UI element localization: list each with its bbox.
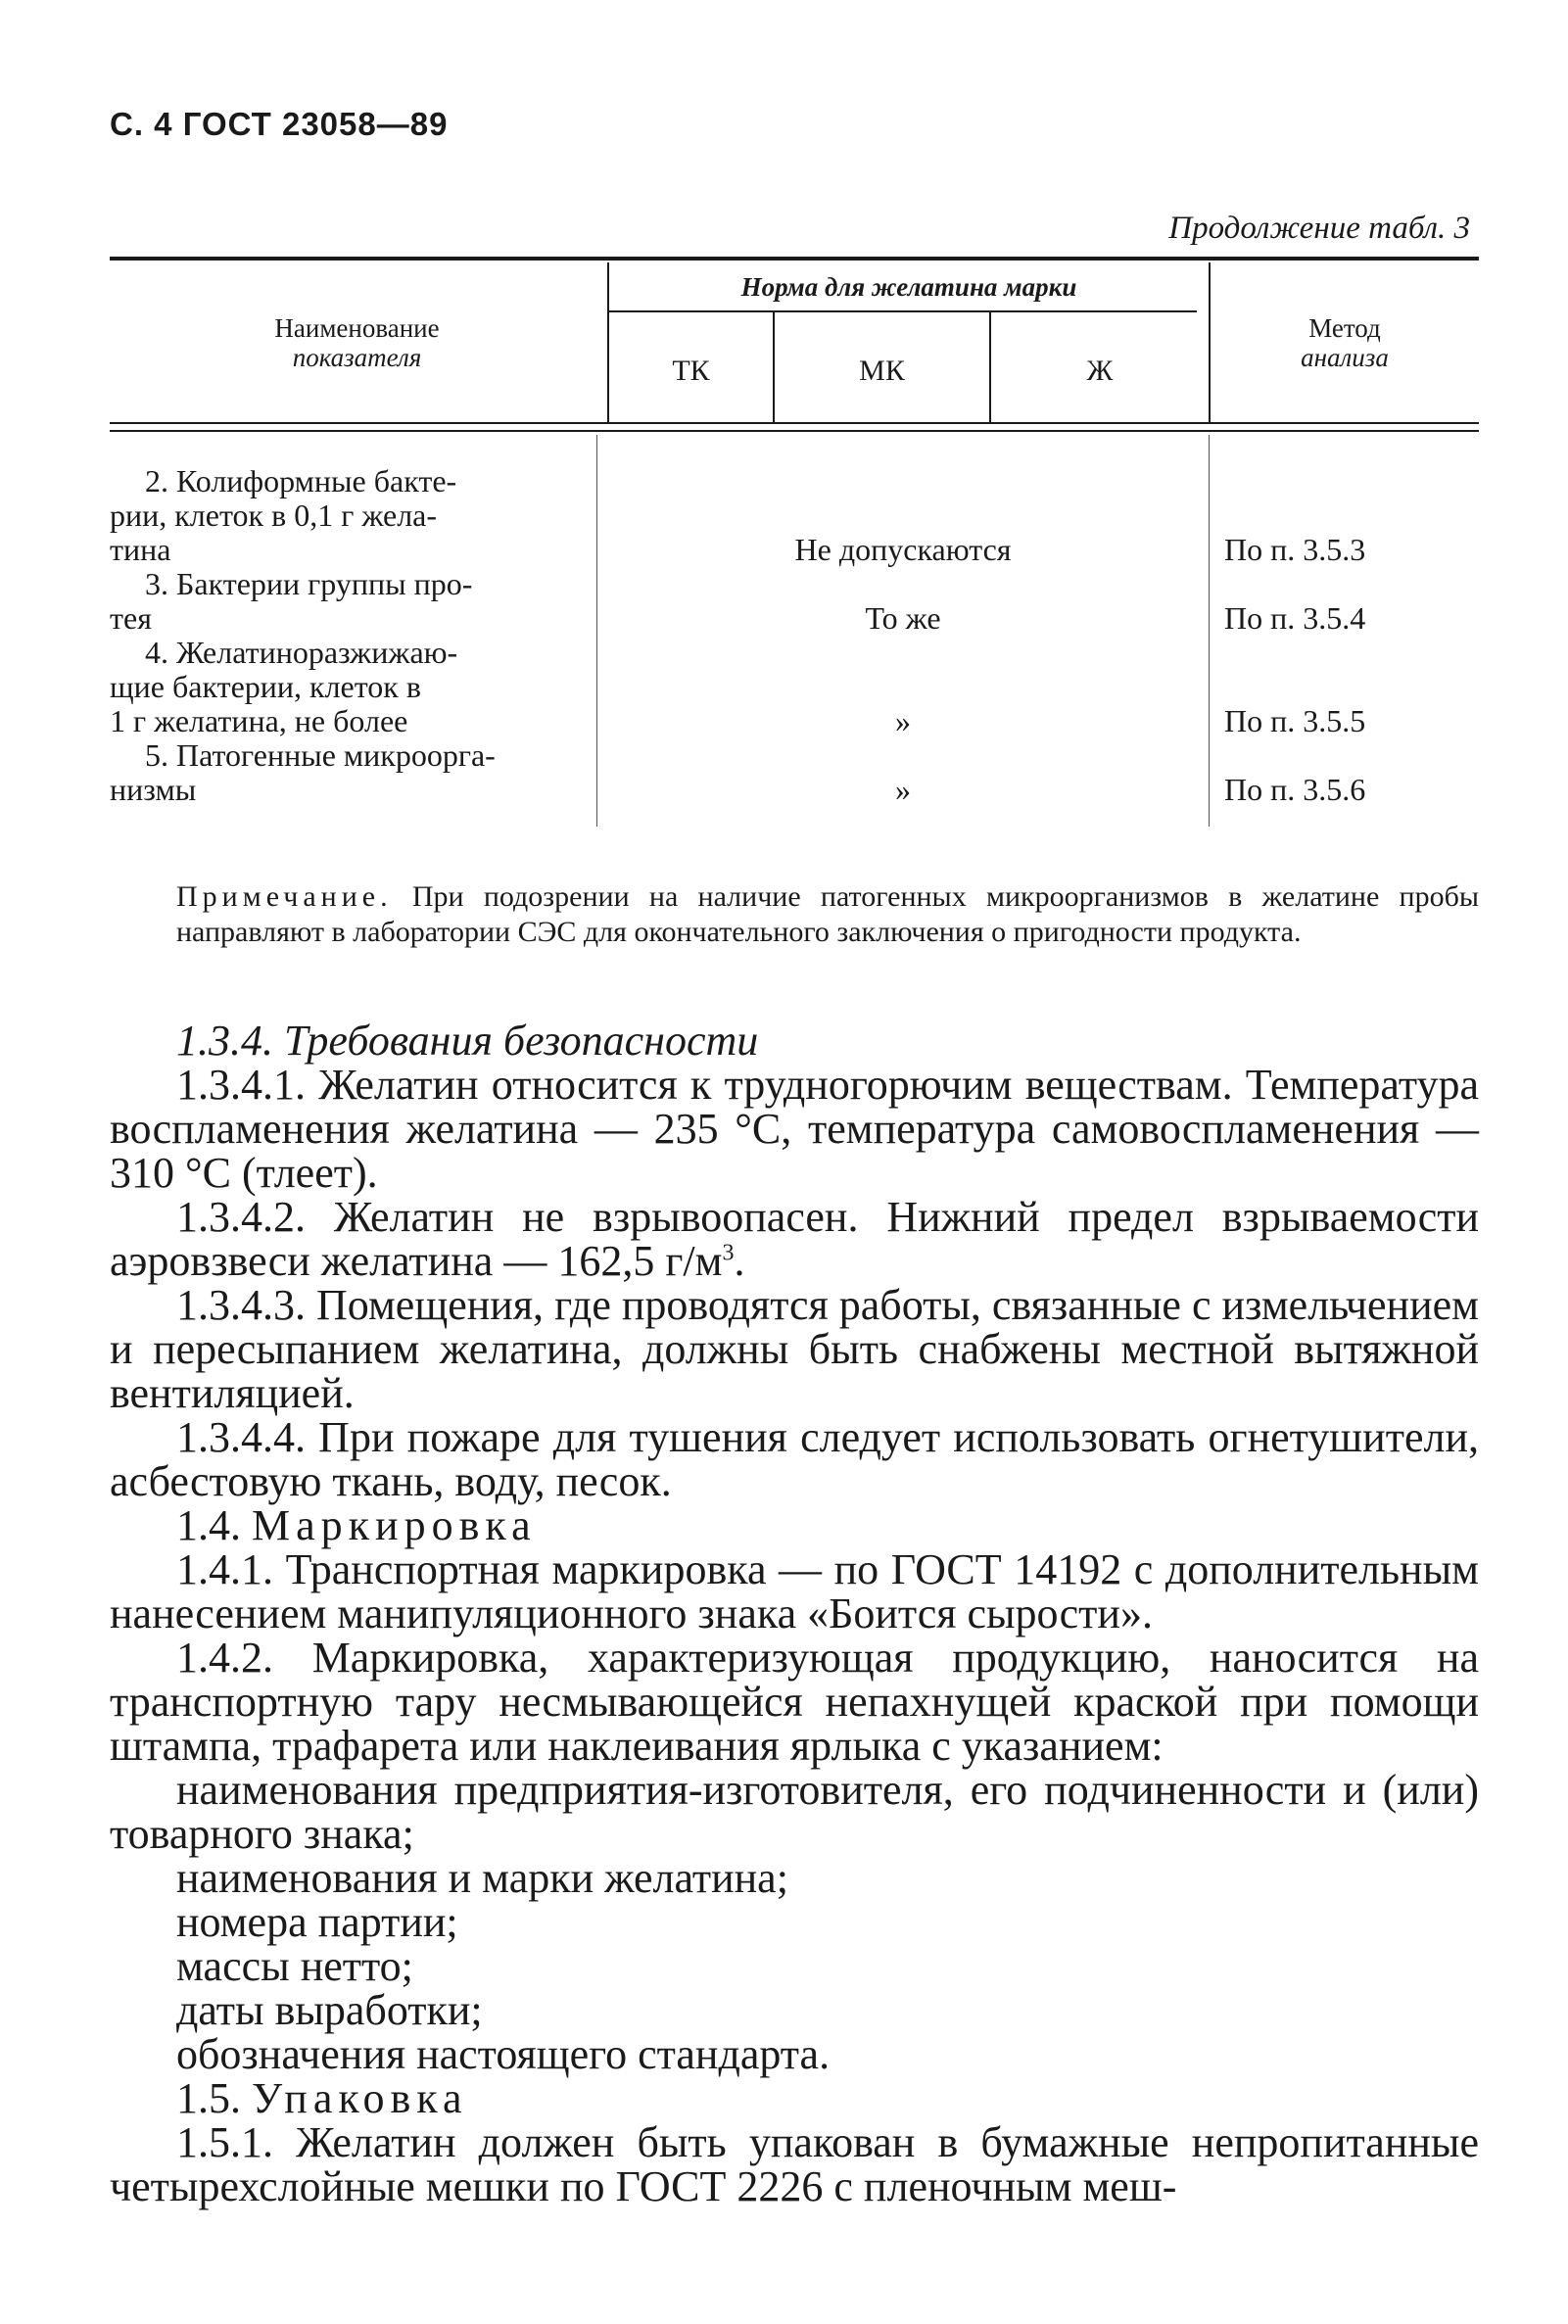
table-row-4-method: По п. 3.5.5 bbox=[1224, 703, 1366, 738]
marking-list-item-5: даты выработки; bbox=[176, 1986, 483, 2034]
document-body bbox=[110, 1019, 1479, 2208]
clause-1-3-4-4: 1.3.4.4. При пожаре для тушения следует использовать огнетушители, асбестовую ткань, воду, песок. bbox=[110, 1413, 1479, 1505]
clause-1-4-1: 1.4.1. Транспортная маркировка — по ГОСТ 14192 с дополнительным нанесением манипуляционного знака «Боится сырости». bbox=[110, 1545, 1479, 1637]
clause-1-5-1: 1.5.1. Желатин должен быть упакован в бумажные непропитанные четырехслойные мешки по ГОСТ 2226 с пленочным меш- bbox=[110, 2118, 1479, 2210]
table-row-4-norm: » bbox=[895, 703, 911, 738]
norm-group-rule bbox=[609, 310, 1197, 312]
table-row-2-name: 2. Колиформные бакте- рии, клеток в 0,1 г жела- тина bbox=[110, 463, 457, 567]
clause-1-3-4-1: 1.3.4.1. Желатин относится к трудногорючим веществам. Температура воспламенения желатина — 235 °C, температура самовоспламенения — 310 °C (тлеет). bbox=[110, 1061, 1479, 1197]
note-text: При подозрении на наличие патогенных микроорганизмов в желатине пробы направляют в лаборатории СЭС для окончательного заключения о пригодности продукта. bbox=[176, 880, 1479, 948]
table-header-rule-2 bbox=[110, 430, 1479, 432]
clause-1-3-4-2: 1.3.4.2. Желатин не взрывоопасен. Нижний предел взрываемости аэровзвеси желатина — 162,5 $г/м^3$. bbox=[110, 1193, 1479, 1285]
page-header: С. 4 ГОСТ 23058—89 bbox=[110, 106, 449, 142]
header-grade-tk: ТК bbox=[672, 355, 710, 387]
header-grade-zh: Ж bbox=[1086, 355, 1114, 387]
marking-list-item-6: обозначения настоящего стандарта. bbox=[176, 2030, 831, 2078]
table-row-5-name: 5. Патогенные микроорга- низмы bbox=[110, 737, 496, 807]
table-row-5-method: По п. 3.5.6 bbox=[1224, 772, 1366, 807]
table-row-5-norm: » bbox=[895, 772, 911, 807]
section-1-4-title: 1.4. Маркировка bbox=[176, 1501, 537, 1549]
note-label: Примечание. bbox=[176, 880, 393, 913]
marking-list-item-2: наименования и марки желатина; bbox=[176, 1854, 788, 1902]
marking-list-item-3: номера партии; bbox=[176, 1898, 458, 1946]
header-grade-mk: МК bbox=[859, 355, 905, 387]
table-row-3-method: По п. 3.5.4 bbox=[1224, 600, 1366, 636]
table-row-3-norm: То же bbox=[865, 600, 941, 636]
header-name-cell: Наименование показателя bbox=[274, 313, 440, 372]
section-1-3-4-title: 1.3.4. Требования безопасности bbox=[176, 1017, 759, 1065]
table-row-2-method: По п. 3.5.3 bbox=[1224, 532, 1366, 567]
table-row-4-name: 4. Желатиноразжижаю- щие бактерии, клеток в 1 г желатина, не более bbox=[110, 635, 458, 738]
table-continuation-label: Продолжение табл. 3 bbox=[1168, 211, 1470, 246]
section-1-5-title: 1.5. Упаковка bbox=[176, 2074, 468, 2122]
header-norm-group: Норма для желатина марки bbox=[740, 272, 1077, 302]
table-note bbox=[176, 879, 1479, 950]
clause-1-4-2: 1.4.2. Маркировка, характеризующая продукцию, наносится на транспортную тару несмывающейся непахнущей краской при помощи штампа, трафарета или наклеивания ярлыка с указанием: bbox=[110, 1634, 1479, 1770]
table-row-2-norm: Не допускаются bbox=[794, 532, 1012, 567]
body-col-divider-2 bbox=[1209, 435, 1210, 827]
table-row-3-name: 3. Бактерии группы про- тея bbox=[110, 566, 473, 636]
marking-list-item-1: наименования предприятия-изготовителя, его подчиненности и (или) товарного знака; bbox=[110, 1766, 1479, 1858]
marking-list-item-4: массы нетто; bbox=[176, 1942, 413, 1990]
header-method-cell: Метод анализа bbox=[1301, 313, 1389, 372]
clause-1-3-4-3: 1.3.4.3. Помещения, где проводятся работы, связанные с измельчением и пересыпанием желатина, должны быть снабжены местной вытяжной вентиляцией. bbox=[110, 1281, 1479, 1417]
table-header-rule-1 bbox=[110, 422, 1479, 424]
table-top-rule bbox=[110, 257, 1479, 261]
